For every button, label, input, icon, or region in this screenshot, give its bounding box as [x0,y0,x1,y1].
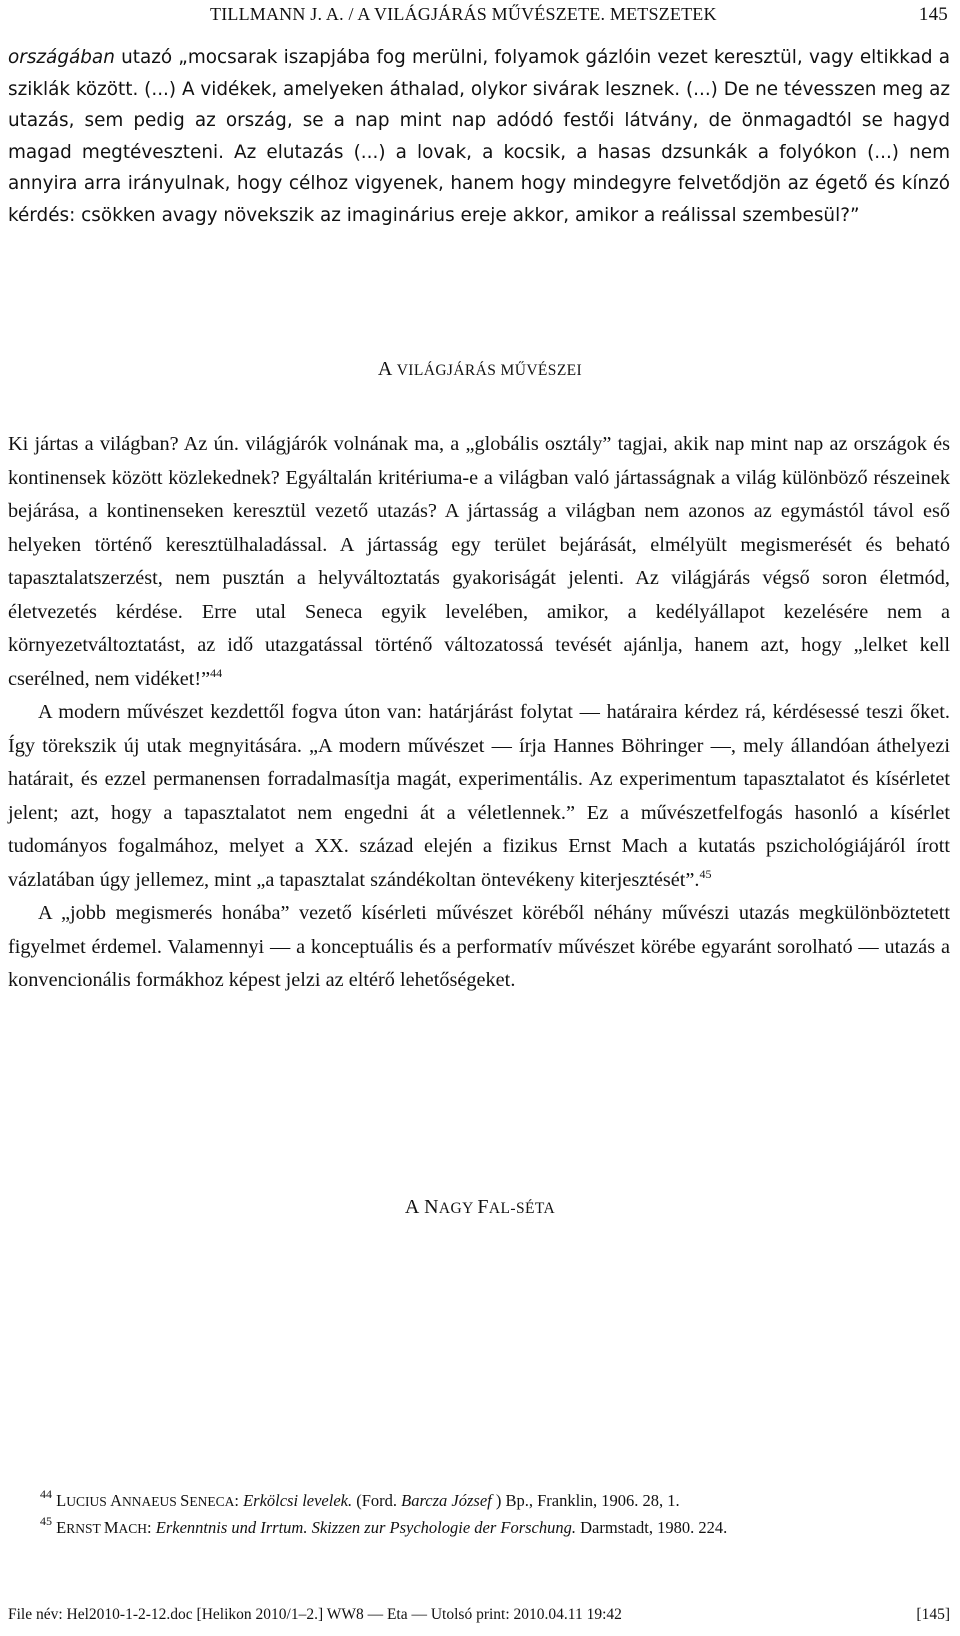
footnote-ref-44[interactable]: 44 [210,665,223,680]
footer-page-number: [145] [916,1606,950,1623]
footnote-ref-45[interactable]: 45 [699,866,712,881]
running-head [210,4,948,26]
footnote-44: $^{44}$ LUCIUS ANNAEUS SENECA: Erkölcsi levelek. (Ford. Barcza József ) Bp., Franklin, 1906. 28, 1. [40,1487,680,1510]
paragraph-3: A „jobb megismerés honába” vezető kísérleti művészet köréből néhány művészi utazás megkülönböztetett figyelmet érdemel. Valamennyi — a konceptuális és a performatív művészet körébe egyaránt sorolható — utazás a konvencionális formákhoz képest jelzi az eltérő lehetőségeket. [8,902,950,991]
paragraph-2: A modern művészet kezdettől fogva úton van: határjárást folytat — határaira kérdez rá, kérdésessé teszi őket. Így törekszik új utak megnyitására. „A modern művészet — írja Hannes Böhringer —, mely állandóan áthelyezi határait, és ezzel permanensen forradalmasítja magát, experimentális. Az experimentum tapasztalatot és kísérletet jelent; azt, hogy a tapasztalatot nem engedni át a véletlennek.” Ez a művészetfelfogás hasonló a kísérlet tudományos fogalmához, melyet a XX. század elején a fizikus Ernst Mach a kutatás pszichológiájáról írott vázlatában úgy jellemez, mint „a tapasztalat szándékoltan öntevékeny kiterjesztését”.$^{45}$ [8,701,950,891]
page-footer [8,1606,950,1624]
footer-file-info: File név: Hel2010-1-2-12.doc [Helikon 2010/1–2.] WW8 — Eta — Utolsó print: 2010.04.11 19:42 [8,1606,622,1623]
footnotes [40,1488,950,1542]
footnote-45: $^{45}$ ERNST MACH: Erkenntnis und Irrtum. Skizzen zur Psychologie der Forschung. Darmstadt, 1980. 224. [40,1514,728,1537]
section-heading-nagy-fal-seta: A NAGY FAL-SÉTA [404,1196,556,1218]
running-head-title: TILLMANN J. A. / A VILÁGJÁRÁS MŰVÉSZETE. METSZETEK [210,4,717,24]
body-text [8,428,950,998]
block-quote [8,42,950,231]
quote-text: utazó „mocsarak iszapjába fog merülni, folyamok gázlóin vezet keresztül, vagy eltikkad a sziklák között. (...) A vidékek, amelyeken áthalad, olykor sivárak lesznek. (...) De ne tévesszen meg az utazás, sem pedig az ország, se a nap mint nap adódó festői látvány, de önmagadtól se hagyd magad megtéveszteni. Az elutazás (...) a lovak, a kocsik, a hasas dzsunkák a folyókon (...) nem annyira arra irányulnak, hogy célhoz vigyenek, hanem hogy mindegyre felvetődjön az égető és kínzó kérdés: csökken avagy növekszik az imaginárius ereje akkor, amikor a reálissal szembesül?” [8,47,950,226]
section-heading-vilagjaras-muveszei: A VILÁGJÁRÁS MŰVÉSZEI [377,358,583,380]
page-number: 145 [918,4,948,25]
quote-italic-start: országában [8,47,115,68]
paragraph-1: Ki jártas a világban? Az ún. világjárók volnának ma, a „globális osztály” tagjai, akik nap mint nap az országok és kontinensek között közlekednek? Egyáltalán kritériuma-e a világban való jártasságnak a világ különböző részeinek bejárása, a kontinenseken keresztül vezető utazás? A jártasság a világban nem azonos az egymástól távol eső helyeken történő keresztülhaladással. A jártasság egy terület bejárását, elmélyült megismerését és beható tapasztalatszerzést, nem pusztán a helyváltoztatás gyakoriságát jelenti. Az világjárás végső soron életmód, életvezetés kérdése. Erre utal Seneca egyik levelében, amikor, a kedélyállapot kezelésére nem a környezetváltoztatást, az idő utazgatással történő változatossá tevését ajánlja, hanem azt, hogy „lelket kell cserélned, nem vidéket!”$^{44}$ [8,433,950,690]
